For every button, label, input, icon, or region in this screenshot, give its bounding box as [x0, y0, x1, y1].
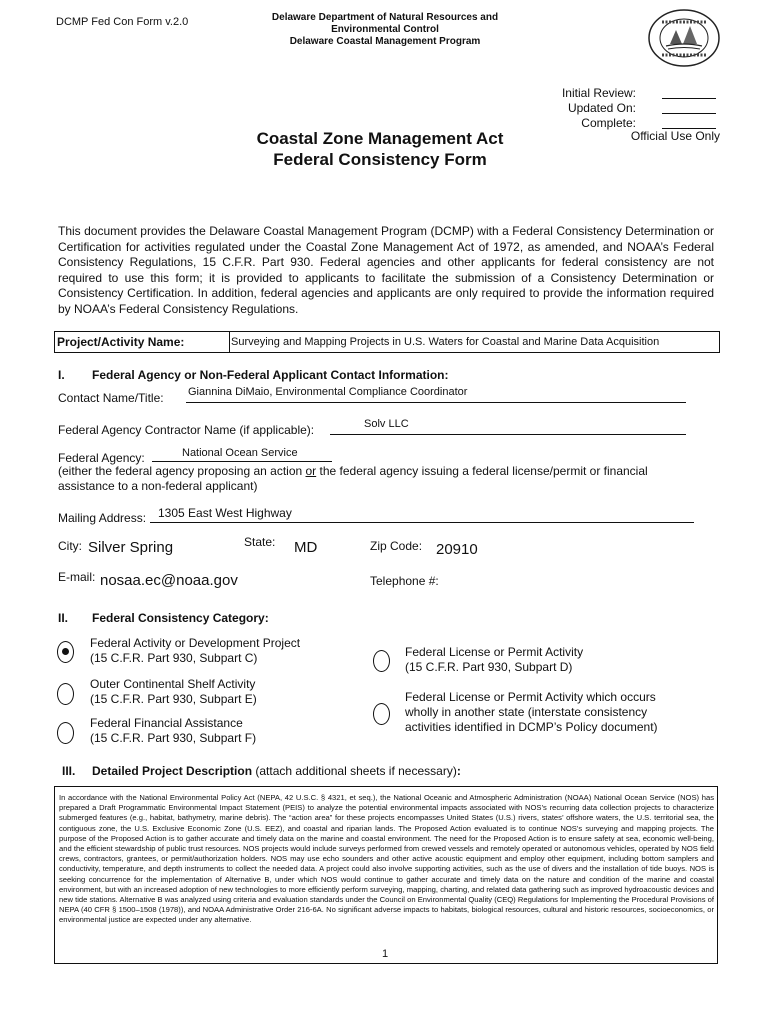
option-interstate-line-1: Federal License or Permit Activity which occurs [405, 690, 656, 704]
option-federal-activity-line-1: Federal Activity or Development Project [90, 636, 301, 650]
option-interstate-line-3: activities identified in DCMP’s Policy document) [405, 720, 658, 734]
mailing-address-input[interactable]: 1305 East West Highway [158, 506, 292, 520]
agency-note-part-1: (either the federal agency proposing an action [58, 464, 306, 478]
option-federal-activity-line-2: (15 C.F.R. Part 930, Subpart C) [90, 651, 258, 665]
option-financial-line-2: (15 C.F.R. Part 930, Subpart F) [90, 731, 257, 745]
option-license-label [405, 645, 583, 675]
section-2-title: Federal Consistency Category: [92, 611, 269, 625]
contractor-label: Federal Agency Contractor Name (if applicable): [58, 423, 315, 437]
mailing-address-label: Mailing Address: [58, 511, 147, 525]
federal-agency-input[interactable]: National Ocean Service [182, 447, 298, 459]
section-1-title: Federal Agency or Non-Federal Applicant Contact Information: [92, 368, 449, 382]
initial-review-label: Initial Review: [561, 86, 636, 100]
option-financial-line-1: Federal Financial Assistance [90, 716, 243, 730]
agency-line-1: Delaware Department of Natural Resources and [271, 12, 499, 23]
updated-on-row [520, 101, 720, 116]
complete-label: Complete: [581, 116, 636, 130]
delaware-coastal-seal-icon [646, 8, 722, 68]
section-3-title [92, 764, 461, 778]
initial-review-line [662, 98, 716, 99]
initial-review-row [520, 86, 720, 101]
zip-code-input[interactable]: 20910 [436, 541, 478, 558]
section-3-title-rest: (attach additional sheets if necessary) [252, 764, 457, 778]
intro-paragraph: This document provides the Delaware Coastal Management Program (DCMP) with a Federal Consistency Determination or Certification for activities regulated under the Coastal Zone Management Act of 1972, as amended, and NOAA’s Federal Consistency Regulations, 15 C.F.R. Part 930. Federal agencies and other applicants for federal consistency are not required to use this form; it is provided to applicants to facilitate the submission of a Consistency Determination or Consistency Certification. In addition, federal agencies and applicants are only required to provide the information required by NOAA’s Federal Consistency Regulations. [58, 224, 714, 316]
option-federal-activity-label [90, 636, 300, 666]
option-financial-label [90, 716, 256, 746]
option-ocs-line-1: Outer Continental Shelf Activity [90, 677, 256, 691]
page-number: 1 [381, 948, 389, 960]
title-line-1: Coastal Zone Management Act [256, 129, 504, 148]
agency-line-3: Delaware Coastal Management Program [289, 36, 481, 47]
agency-header [230, 12, 540, 48]
project-description-box[interactable] [54, 786, 718, 964]
contact-name-input[interactable]: Giannina DiMaio, Environmental Compliance Coordinator [188, 386, 468, 398]
contractor-input[interactable]: Solv LLC [364, 418, 409, 430]
review-block [520, 86, 720, 131]
radio-federal-activity[interactable] [57, 641, 74, 663]
official-use-label: Official Use Only [630, 129, 720, 143]
federal-agency-note [58, 464, 698, 494]
agency-line-2: Environmental Control [331, 24, 439, 35]
radio-selected-dot [62, 648, 69, 655]
title-line-2: Federal Consistency Form [273, 150, 487, 169]
agency-note-part-2: the federal agency issuing a federal license/permit or financial assistance to a non-federal applicant) [58, 464, 648, 493]
radio-federal-license-permit[interactable] [373, 650, 390, 672]
radio-interstate-license-permit[interactable] [373, 703, 390, 725]
agency-note-or: or [305, 464, 317, 478]
contact-name-underline [186, 402, 686, 403]
radio-federal-financial-assistance[interactable] [57, 722, 74, 744]
email-input[interactable]: nosaa.ec@noaa.gov [100, 572, 238, 589]
mailing-address-underline [150, 522, 694, 523]
zip-code-label: Zip Code: [370, 539, 423, 553]
project-description-text: In accordance with the National Environmental Policy Act (NEPA, 42 U.S.C. § 4321, et seq.), the National Oceanic and Atmospheric Administration (NOAA) National Ocean Service (NOS) has prepared a Draft Programmatic Environmental Impact Statement (PEIS) to analyze the potential environmental impacts associated with NOS’s recurring data collection projects to characterize submerged features (e.g., habitat, bathymetry, marine debris). The “action area” for these projects encompasses United States (U.S.) rivers, states’ offshore waters, the U.S. territorial sea, the contiguous zone, the U.S. Exclusive Economic Zone (U.S. EEZ), and coastal and riparian lands. The Proposed Action evaluated is to continue NOS’s surveying and mapping projects. The purpose of the Proposed Action is to gather accurate and timely data on the marine and coastal environment. The need for the Proposed Action is to ensure safety at sea, economic well-being, and the efficient stewardship of public trust resources. NOS projects would include surveys performed from crewed vessels and remotely operated or autonomous vehicles, operated by NOS field crews, contractors, grantees, or permit/authorization holders. NOS may use echo sounders and other active acoustic equipment and employ other equipment, including bottom samplers and conductivity, temperature, and depth instruments to collect the needed data. A project could also involve supporting activities, such as the use of divers and the installation of tide buoys. NOS is seeking concurrence for the implementation of Alternative B, under which NOS would continue to gather accurate and timely data on the nature and condition of the marine and coastal environment, but with an increased adoption of new technologies to more efficiently perform surveying, mapping, charting, and related data gathering such as improved hydroacoustic devices and new tide stations. Alternative B was analyzed using criteria and evaluation standards under the Council on Environmental Quality (CEQ) Regulations for Implementing the Procedural Provisions of NEPA (40 CFR § 1500–1508 (1978)), and NOAA Administrative Order 216-6A. No significant adverse impacts to habitats, biological resources, cultural and historic resources, socioeconomics, or environmental justice are expected under any alternative. [59, 793, 714, 925]
project-name-label: Project/Activity Name: [55, 332, 230, 352]
federal-agency-label: Federal Agency: [58, 451, 145, 465]
state-input[interactable]: MD [294, 539, 318, 556]
city-input[interactable]: Silver Spring [88, 539, 174, 556]
section-3-title-bold: Detailed Project Description [92, 764, 253, 778]
option-license-line-2: (15 C.F.R. Part 930, Subpart D) [405, 660, 573, 674]
option-interstate-line-2: wholly in another state (interstate consistency [405, 705, 648, 719]
radio-outer-continental-shelf[interactable] [57, 683, 74, 705]
section-1-number: I. [58, 368, 65, 382]
page-title [180, 128, 580, 170]
updated-on-line [662, 113, 716, 114]
city-label: City: [58, 539, 82, 553]
project-name-field [54, 331, 720, 353]
contact-name-label: Contact Name/Title: [58, 391, 164, 405]
updated-on-label: Updated On: [567, 101, 636, 115]
telephone-label: Telephone #: [370, 574, 439, 588]
project-name-input[interactable]: Surveying and Mapping Projects in U.S. Waters for Coastal and Marine Data Acquisition [231, 336, 660, 348]
section-3-title-colon: : [456, 764, 461, 778]
option-license-line-1: Federal License or Permit Activity [405, 645, 584, 659]
email-label: E-mail: [58, 570, 96, 584]
option-ocs-label [90, 677, 257, 707]
contractor-underline [330, 434, 686, 435]
form-version: DCMP Fed Con Form v.2.0 [56, 16, 189, 28]
section-2-number: II. [58, 611, 69, 625]
option-ocs-line-2: (15 C.F.R. Part 930, Subpart E) [90, 692, 257, 706]
option-interstate-label [405, 690, 658, 735]
state-label: State: [244, 535, 276, 549]
section-3-number: III. [62, 764, 76, 778]
federal-agency-underline [152, 461, 332, 462]
